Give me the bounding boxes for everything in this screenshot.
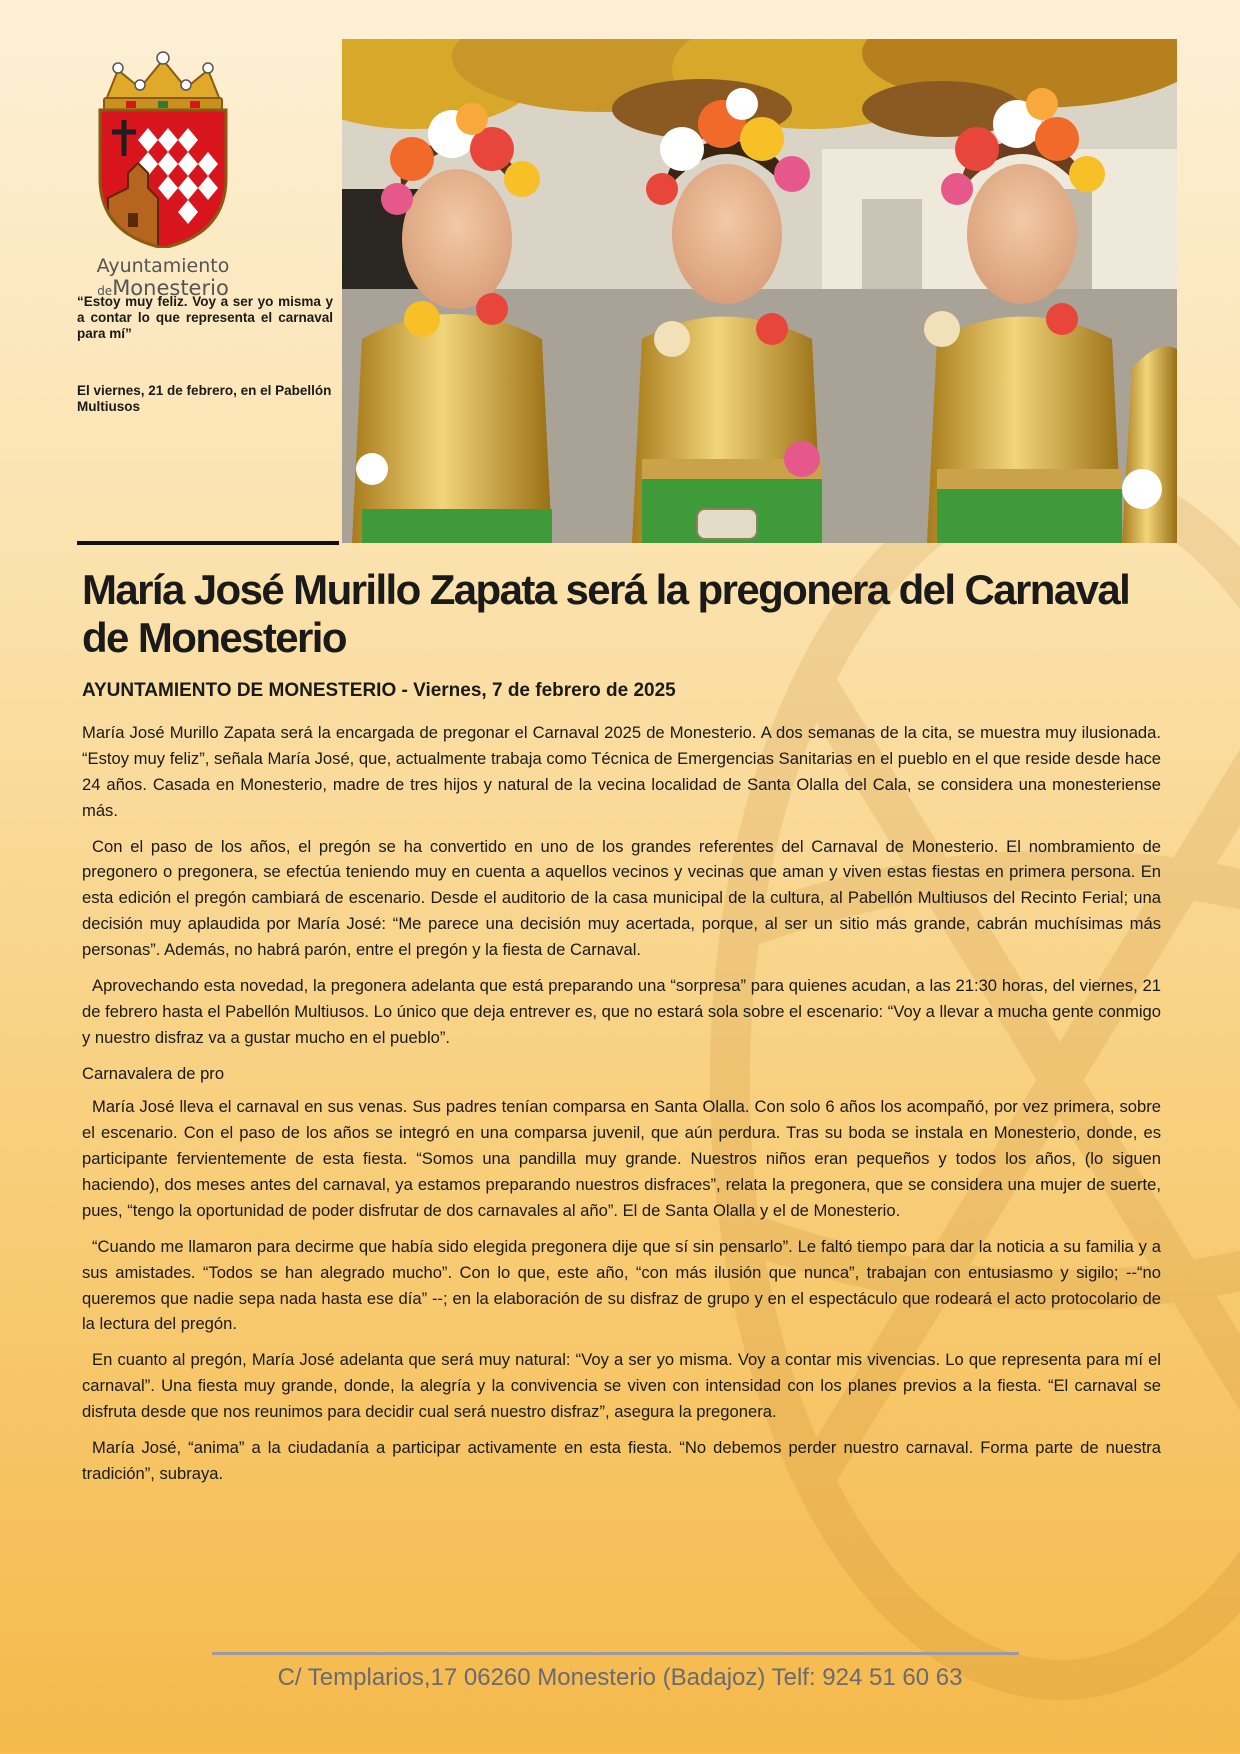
article-paragraph: María José lleva el carnaval en sus venas. Sus padres tenían comparsa en Santa Olalla. Con solo 6 años los acompañó, por vez primera, sobre el escenario. Con el paso de los años se integró en una comparsa juvenil, que aún perdura. Tras su boda se instala en Monesterio, donde, es participante fervientemente de esta fiesta. “Somos una pandilla muy grande. Nuestros niños eran pequeños y todos los años, (lo siguen haciendo), dos meses antes del carnaval, ya estamos preparando nuestros disfraces”, relata la pregonera, que se considera una mujer de suerte, pues, “tengo la oportunidad de poder disfrutar de dos carnavales al año”. El de Santa Olalla y el de Monesterio. <box>82 1097 1161 1220</box>
event-note: El viernes, 21 de febrero, en el Pabellón Multiusos <box>77 383 332 415</box>
article-paragraph: María José Murillo Zapata será la encargada de pregonar el Carnaval 2025 de Monesterio. A dos semanas de la cita, se muestra muy ilusionada. “Estoy muy feliz”, señala María José, que, actualmente trabaja como Técnica de Emergencias Sanitarias en el pueblo en el que reside desde hace 24 años. Casada en Monesterio, madre de tres hijos y natural de la vecina localidad de Santa Olalla del Cala, se considera una monesteriense más. <box>82 723 1161 820</box>
article-paragraph: En cuanto al pregón, María José adelanta que será muy natural: “Voy a ser yo misma. Voy a contar mis vivencias. Lo que representa para mí el carnaval”. Una fiesta muy grande, donde, la alegría y la convivencia se viven con intensidad con los planes previos a la fiesta. “El carnaval se disfruta desde que nos reunimos para decidir cual será nuestro disfraz”, asegura la pregonera. <box>82 1350 1161 1421</box>
article-paragraph: Con el paso de los años, el pregón se ha convertido en uno de los grandes referentes del Carnaval de Monesterio. El nombramiento de pregonero o pregonera, se efectúa teniendo muy en cuenta a aquellos vecinos y vecinas que aman y viven estas fiestas en primera persona. En esta edición el pregón cambiará de escenario. Desde el auditorio de la casa municipal de la cultura, al Pabellón Multiusos del Recinto Ferial; una decisión muy aplaudida por María José: “Me parece una decisión muy acertada, porque, al ser un sitio más grande, cabrán muchísimas más personas”. Además, no habrá parón, entre el pregón y la fiesta de Carnaval. <box>82 836 1161 959</box>
municipality-logo <box>78 48 248 299</box>
footer-address: C/ Templarios,17 06260 Monesterio (Badajoz) Telf: 924 51 60 63 <box>277 1664 963 1691</box>
article-paragraph: “Cuando me llamaron para decirme que había sido elegida pregonera dije que sí sin pensarlo”. Le faltó tiempo para dar la noticia a su familia y a sus amistades. “Todos se han alegrado mucho”. Con lo que, este año, “con más ilusión que nunca”, trabajan con entusiasmo y sigilo; --“no queremos que nadie sepa nada hasta ese día” --; en la elaboración de su disfraz de grupo y en el espectáculo que rodeará el acto protocolario de la lectura del pregón. <box>82 1236 1161 1334</box>
article-photo <box>342 39 1177 543</box>
pull-quote: “Estoy muy feliz. Voy a ser yo misma y a contar lo que representa el carnaval para mí” <box>77 294 333 342</box>
logo-caption-de: de <box>97 283 113 298</box>
article-subheading: Carnavalera de pro <box>82 1063 225 1083</box>
article-paragraph: María José, “anima” a la ciudadanía a participar activamente en esta fiesta. “No debemos perder nuestro carnaval. Forma parte de nuestra tradición”, subraya. <box>82 1437 1161 1483</box>
logo-caption <box>78 257 248 299</box>
sidebar-divider <box>77 541 339 545</box>
logo-caption-town: Monesterio <box>112 275 229 300</box>
coat-of-arms-icon <box>78 48 248 248</box>
logo-caption-line1: Ayuntamiento <box>96 255 230 277</box>
article-byline: AYUNTAMIENTO DE MONESTERIO - Viernes, 7 de febrero de 2025 <box>82 680 676 701</box>
article-body <box>82 720 1161 1497</box>
footer-divider <box>212 1652 1019 1655</box>
article-paragraph: Aprovechando esta novedad, la pregonera adelanta que está preparando una “sorpresa” para quienes acudan, a las 21:30 horas, del viernes, 21 de febrero hasta el Pabellón Multiusos. Lo único que deja entrever es, que no estará sola sobre el escenario: “Voy a llevar a mucha gente conmigo y nuestro disfraz va a gustar mucho en el pueblo”. <box>82 975 1161 1047</box>
carnival-photo <box>342 39 1177 543</box>
article-headline: María José Murillo Zapata será la pregonera del Carnaval de Monesterio <box>82 566 1130 661</box>
